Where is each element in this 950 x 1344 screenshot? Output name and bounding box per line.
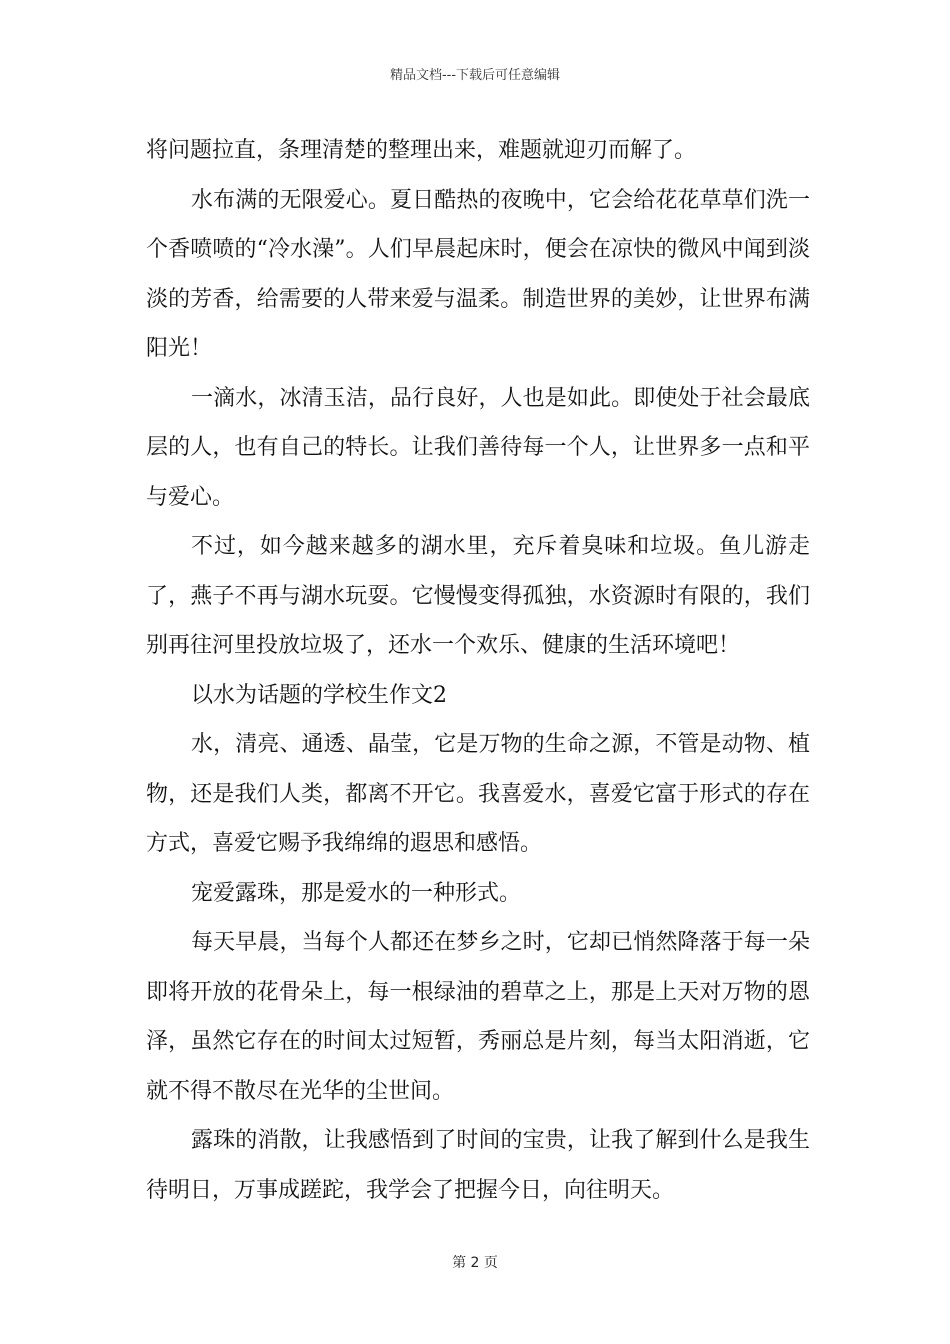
paragraph: 水布满的无限爱心。夏日酷热的夜晚中，它会给花花草草们洗一个香喷喷的“冷水澡”。人们早晨起床时，便会在凉快的微风中闻到淡淡的芳香，给需要的人带来爱与温柔。制造世界的美妙，让世界布满阳光！ (146, 187, 810, 361)
paragraph: 宠爱露珠，那是爱水的一种形式。 (191, 880, 522, 906)
document-body (146, 126, 810, 1215)
page-header: 精品文档---下载后可任意编辑 (389, 68, 561, 83)
page-number: 第 2 页 (452, 1255, 498, 1271)
paragraph: 一滴水，冰清玉洁，品行良好，人也是如此。即使处于社会最底层的人，也有自己的特长。让我们善待每一个人，让世界多一点和平与爱心。 (146, 385, 810, 510)
paragraph: 不过，如今越来越多的湖水里，充斥着臭味和垃圾。鱼儿游走了，燕子不再与湖水玩耍。它慢慢变得孤独，水资源时有限的，我们别再往河里投放垃圾了，还水一个欢乐、健康的生活环境吧！ (146, 534, 810, 658)
paragraph: 水，清亮、通透、晶莹，它是万物的生命之源，不管是动物、植物，还是我们人类，都离不开它。我喜爱水，喜爱它富于形式的存在方式，喜爱它赐予我绵绵的遐思和感悟。 (146, 732, 810, 856)
paragraph: 每天早晨，当每个人都还在梦乡之时，它却已悄然降落于每一朵即将开放的花骨朵上，每一根绿油的碧草之上，那是上天对万物的恩泽，虽然它存在的时间太过短暂，秀丽总是片刻，每当太阳消逝，它就不得不散尽在光华的尘世间。 (146, 930, 810, 1104)
paragraph: 露珠的消散，让我感悟到了时间的宝贵，让我了解到什么是我生待明日，万事成蹉跎，我学会了把握今日，向往明天。 (146, 1128, 810, 1203)
paragraph: 将问题拉直，条理清楚的整理出来，难题就迎刃而解了。 (146, 138, 697, 163)
section-heading: 以水为话题的学校生作文2 (191, 682, 447, 708)
